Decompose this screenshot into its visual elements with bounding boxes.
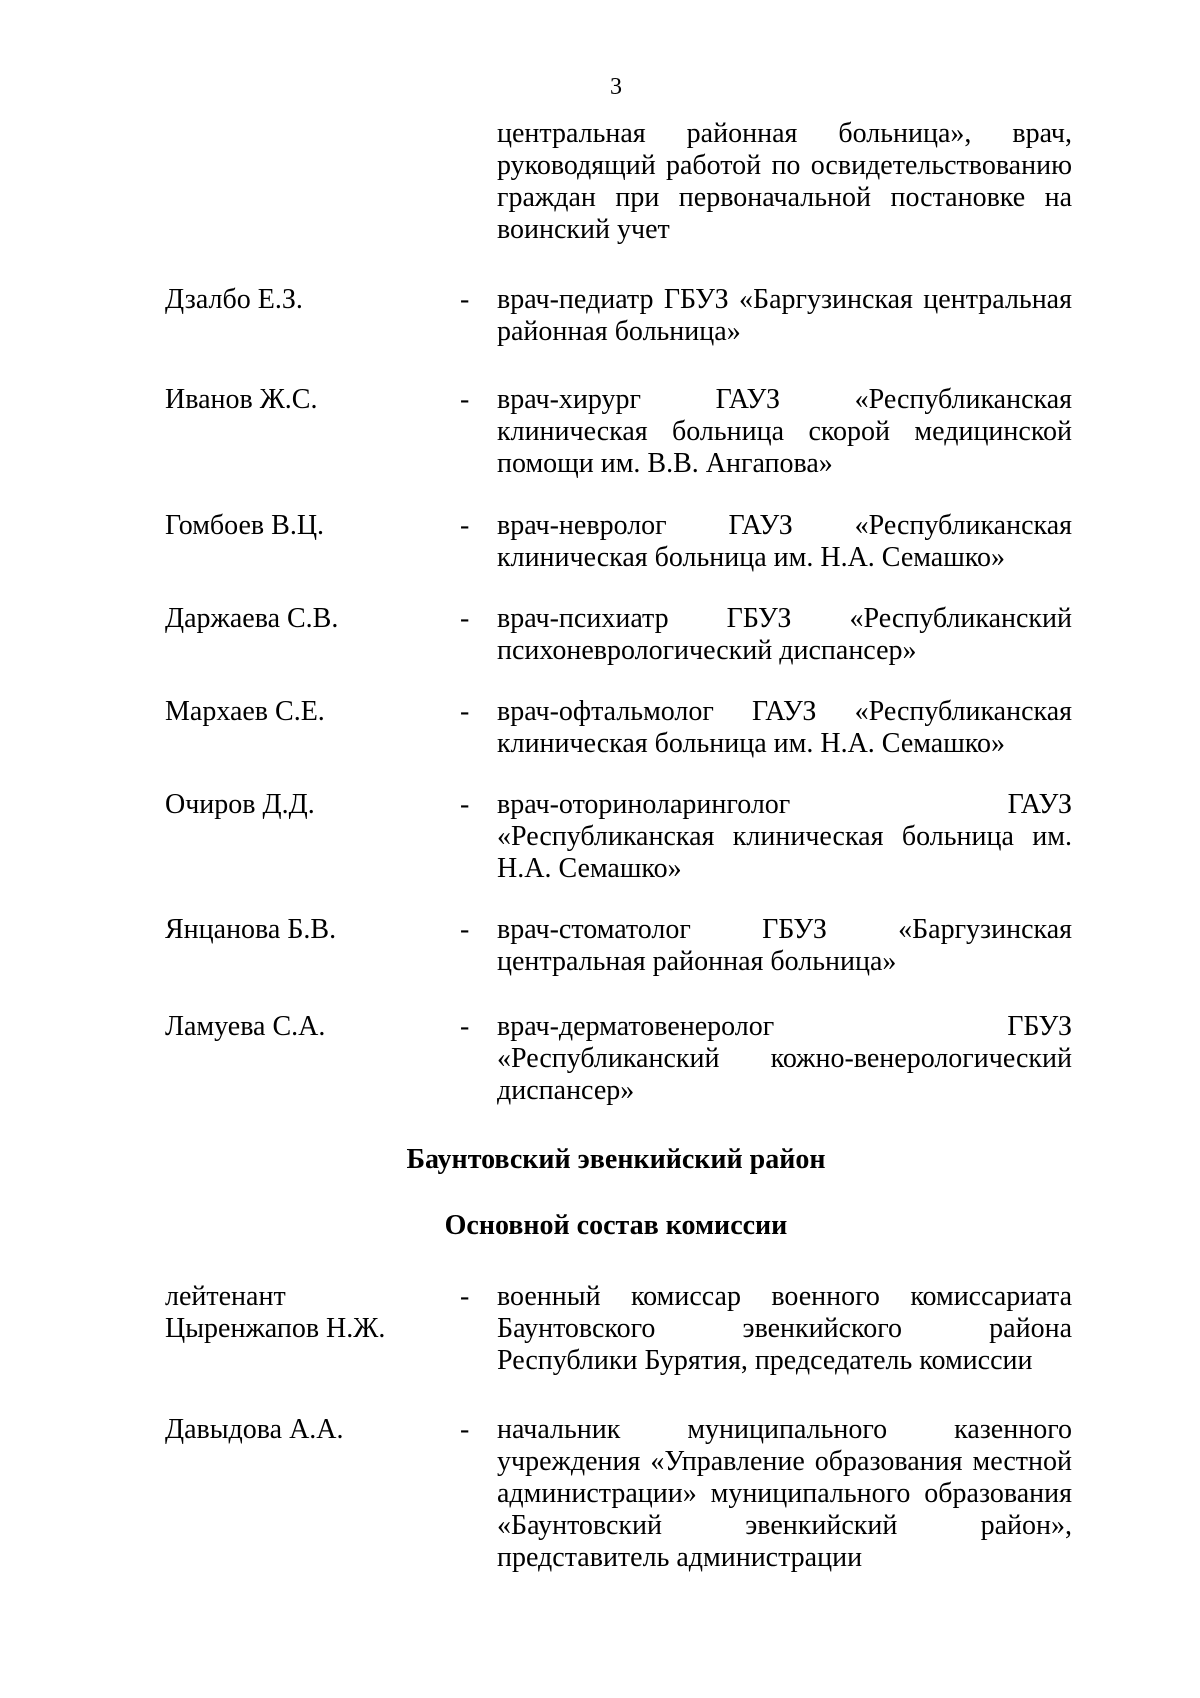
member-name: Давыдова А.А. [165, 1414, 344, 1445]
text-line: руководящий работой по освидетельствованию [497, 150, 1072, 181]
member-role-line: Республики Бурятия, председатель комиссии [497, 1345, 1033, 1376]
page-number: 3 [610, 74, 622, 100]
member-name: Мархаев С.Е. [165, 696, 325, 727]
text-line: центральная районная больница», врач, [497, 118, 1072, 149]
member-role-line: Баунтовского эвенкийского района [497, 1313, 1072, 1344]
member-role-line: районная больница» [497, 316, 741, 347]
member-role-line: администрации» муниципального образования [497, 1478, 1072, 1509]
member-role-line: помощи им. В.В. Ангапова» [497, 448, 833, 479]
dash-separator: - [460, 603, 470, 634]
member-role-line: врач-невролог ГАУЗ «Республиканская [497, 510, 1072, 541]
member-role-line: «Республиканская клиническая больница им. [497, 821, 1072, 852]
member-name: Даржаева С.В. [165, 603, 339, 634]
member-name: Иванов Ж.С. [165, 384, 318, 415]
member-role-line: Н.А. Семашко» [497, 853, 682, 884]
member-name: Дзалбо Е.З. [165, 284, 303, 315]
member-role-line: «Баунтовский эвенкийский район», [497, 1510, 1072, 1541]
member-role-line: учреждения «Управление образования местной [497, 1446, 1072, 1477]
dash-separator: - [460, 510, 470, 541]
subsection-title: Основной состав комиссии [444, 1210, 788, 1241]
member-name: Гомбоев В.Ц. [165, 510, 325, 541]
text-line: граждан при первоначальной постановке на [497, 182, 1072, 213]
member-role-line: психоневрологический диспансер» [497, 635, 917, 666]
member-role-line: центральная районная больница» [497, 946, 897, 977]
member-rank: лейтенант [165, 1281, 286, 1312]
member-name: Ламуева С.А. [165, 1011, 326, 1042]
member-name: Янцанова Б.В. [165, 914, 337, 945]
member-role-line: начальник муниципального казенного [497, 1414, 1072, 1445]
member-role-line: клиническая больница им. Н.А. Семашко» [497, 542, 1005, 573]
member-role-line: врач-оториноларинголог ГАУЗ [497, 789, 1072, 820]
member-role-line: «Республиканский кожно-венерологический [497, 1043, 1072, 1074]
member-role-line: врач-психиатр ГБУЗ «Республиканский [497, 603, 1072, 634]
member-role-line: врач-стоматолог ГБУЗ «Баргузинская [497, 914, 1072, 945]
dash-separator: - [460, 914, 470, 945]
member-role-line: военный комиссар военного комиссариата [497, 1281, 1072, 1312]
dash-separator: - [460, 789, 470, 820]
member-role-line: диспансер» [497, 1075, 635, 1106]
member-role-line: клиническая больница скорой медицинской [497, 416, 1072, 447]
dash-separator: - [460, 1011, 470, 1042]
member-role-line: врач-педиатр ГБУЗ «Баргузинская центральная [497, 284, 1072, 315]
text-line: воинский учет [497, 214, 670, 245]
section-title: Баунтовский эвенкийский район [406, 1144, 826, 1175]
member-role-line: врач-хирург ГАУЗ «Республиканская [497, 384, 1072, 415]
member-name: Цыренжапов Н.Ж. [165, 1313, 386, 1344]
member-role-line: врач-офтальмолог ГАУЗ «Республиканская [497, 696, 1072, 727]
member-role-line: врач-дерматовенеролог ГБУЗ [497, 1011, 1072, 1042]
dash-separator: - [460, 284, 470, 315]
dash-separator: - [460, 1281, 470, 1312]
dash-separator: - [460, 696, 470, 727]
member-name: Очиров Д.Д. [165, 789, 315, 820]
member-role-line: представитель администрации [497, 1542, 863, 1573]
dash-separator: - [460, 384, 470, 415]
dash-separator: - [460, 1414, 470, 1445]
member-role-line: клиническая больница им. Н.А. Семашко» [497, 728, 1005, 759]
